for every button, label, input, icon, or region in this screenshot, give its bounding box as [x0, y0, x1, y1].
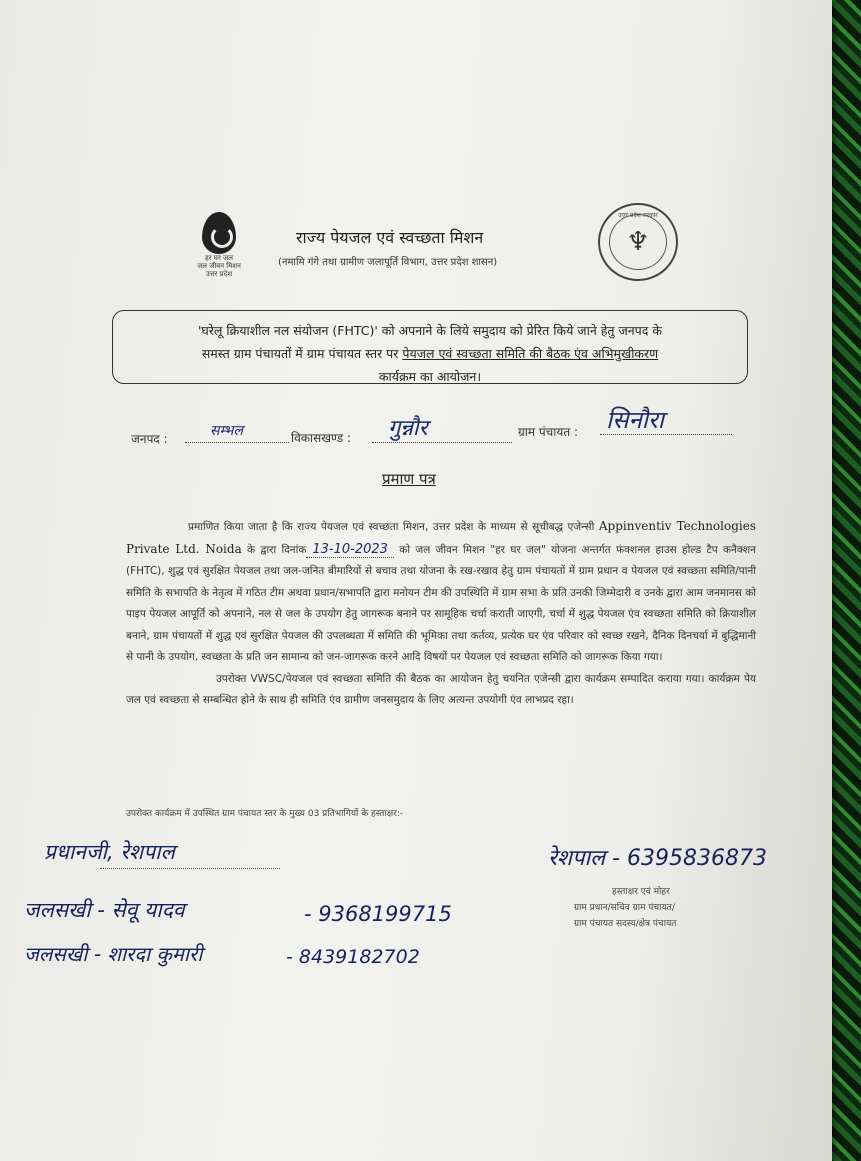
paragraph-2	[126, 669, 756, 712]
box-line-3: कार्यक्रम का आयोजन।	[378, 369, 482, 384]
p2-text: उपरोक्त VWSC/पेयजल एवं स्वच्छता समिति की बैठक का आयोजन हेतु चयनित एजेन्सी द्वारा कार्यक्रम सम्पादित कराया गया। कार्यक्रम पेय जल एवं स्वच्छता से सम्बन्धित होने के साथ ही समिति एंव ग्रामीण जनसमुदाय के लिए अत्यन्त उपयोगी एंव लाभप्रद रहा।	[126, 672, 756, 706]
water-drop-icon	[202, 212, 236, 254]
up-government-seal	[598, 203, 678, 281]
logo-caption-1: हर घर जल	[205, 254, 233, 262]
mission-title: राज्य पेयजल एवं स्वच्छता मिशन	[296, 228, 484, 247]
certificate-heading: प्रमाण पत्र	[382, 470, 436, 488]
signature-label-1: हस्ताक्षर एवं मोहर	[612, 887, 670, 897]
vikaskhand-label: विकासखण्ड :	[291, 431, 352, 445]
paragraph-1	[126, 516, 756, 669]
pradhan-signature: रेशपाल - 6395836873	[548, 846, 767, 871]
logo-caption-3: उत्तर प्रदेश	[205, 270, 233, 278]
box-line-1: 'घरेलू क्रियाशील नल संयोजन (FHTC)' को अपनाने के लिये समुदाय को प्रेरित किये जाने हेतु जनपद के	[198, 323, 662, 338]
gram-panchayat-label: ग्राम पंचायत :	[518, 425, 579, 439]
participant-1-line	[100, 866, 280, 869]
certificate-body	[126, 516, 756, 712]
gram-panchayat-value: सिनौरा	[606, 406, 665, 434]
participant-3-signature: जलसखी - शारदा कुमारी	[24, 942, 203, 966]
seal-text: उत्तर प्रदेश सरकार	[618, 212, 658, 219]
logo-caption-2: जल जीवन मिशन	[197, 262, 241, 270]
mission-subtitle: (नमामि गंगे तथा ग्रामीण जलापूर्ति विभाग, उत्तर प्रदेश शासन)	[278, 257, 498, 268]
agency-name: Appinventiv Technologies Private Ltd. Noida	[126, 519, 756, 556]
signature-label-2: ग्राम प्रधान/सचिव ग्राम पंचायत/	[574, 903, 675, 913]
p1-text-a: प्रमाणित किया जाता है कि राज्य पेयजल एवं स्वच्छता मिशन, उत्तर प्रदेश के माध्यम से सूचीबद्ध एजेन्सी	[188, 521, 595, 533]
emblem-icon: ♆	[609, 214, 667, 270]
box-line-2	[123, 342, 737, 365]
p1-text-b: के द्वारा दिनांक	[247, 543, 307, 556]
box-line-2-underlined: पेयजल एवं स्वच्छता समिति की बैठक एंव अभिमुखीकरण	[402, 346, 659, 361]
participants-note: उपरोक्त कार्यक्रम में उपस्थित ग्राम पंचायत स्तर के मुख्य 03 प्रतिभागियों के हस्ताक्षर:-	[126, 809, 404, 819]
vikaskhand-value: गुन्नौर	[388, 416, 428, 441]
janpad-label: जनपद :	[131, 432, 168, 446]
signature-label-3: ग्राम पंचायत सदस्य/क्षेत्र पंचायत	[574, 919, 677, 929]
participant-1-signature: प्रधानजी, रेशपाल	[44, 840, 175, 864]
har-ghar-jal-logo	[190, 212, 248, 292]
participant-2-signature: जलसखी - सेवू यादव	[24, 898, 185, 922]
program-date: 13-10-2023	[306, 542, 394, 558]
box-line-2-a: समस्त ग्राम पंचायतों में ग्राम पंचायत स्तर पर	[201, 346, 403, 361]
participant-3-phone: - 8439182702	[286, 946, 420, 968]
janpad-value: सम्भल	[210, 423, 243, 439]
participant-2-phone: - 9368199715	[304, 902, 452, 926]
program-title-box	[112, 310, 748, 384]
p1-text-c: को जल जीवन मिशन "हर घर जल" योजना अन्तर्गत फंक्शनल हाउस होल्ड टैप कनैक्शन (FHTC), शुद्ध एवं सुरक्षित पेयजल तथा जल-जनित बीमारियों से बचाव तथा योजना के रख-रखाव हेतु ग्राम पंचायतों में ग्राम प्रधान व पेयजल एवं स्वच्छता समिति/पानी समिति के सभापति के नेतृत्व में गठित टीम अथवा प्रधान/सभापति द्वारा मनोयन टीम की उपस्थिति में ग्राम सभा के प्रति उनकी जिम्मेदारी व उनके द्वारा आम जनमानस को पाइप पेयजल आपूर्ति को अपनाने, नल से जल के उपयोग हेतु जागरूक बनाने पर सामूहिक चर्चा कराती जाएगी, चर्चा में शुद्ध पेयजल एंव स्वच्छता समिति को क्रियाशील बनाने, ग्राम पंचायतों में शुद्ध एवं सुरक्षित पेयजल की उपलब्धता में समिति की भूमिका तथा कर्तव्य, प्रत्येक घर एंव परिवार को स्वच्छ रखने, दैनिक दिनचर्या में बुद्धिमानी से पानी के उपयोग, स्वच्छता के प्रति जन सामान्य को जन-जागरूक करने आदि विषयों पर पेयजल एवं स्वच्छता समिति को जागरूक किया गया।	[126, 543, 756, 663]
